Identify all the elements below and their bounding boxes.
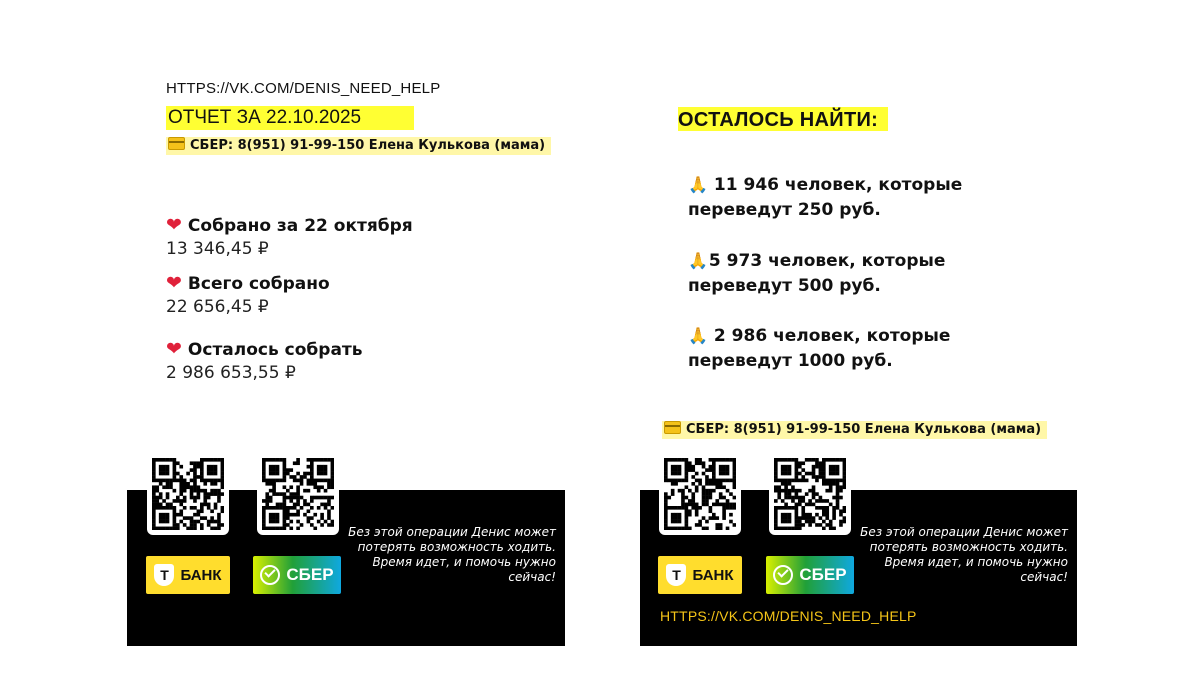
qr-code-tbank[interactable] bbox=[147, 453, 229, 535]
tbank-shield-icon: Т bbox=[154, 564, 174, 586]
sber-payment-line bbox=[166, 137, 551, 155]
remaining-title: ОСТАЛОСЬ НАЙТИ: bbox=[678, 107, 888, 131]
sber-logo[interactable] bbox=[766, 556, 854, 594]
group-url[interactable]: HTTPS://VK.COM/DENIS_NEED_HELP bbox=[166, 80, 441, 97]
stat-label: Всего собрано bbox=[187, 274, 330, 294]
stat-block-remaining bbox=[166, 338, 363, 383]
tbank-shield-icon: Т bbox=[666, 564, 686, 586]
need-line1: 2 986 человек, которые bbox=[713, 326, 951, 346]
need-line2: переведут 250 руб. bbox=[688, 200, 881, 220]
sber-label: СБЕР bbox=[799, 565, 847, 584]
stat-value: 13 346,45 ₽ bbox=[166, 239, 269, 259]
heart-icon: ❤ bbox=[166, 338, 182, 360]
tbank-label: БАНК bbox=[180, 566, 222, 584]
stat-label: Собрано за 22 октября bbox=[187, 216, 413, 236]
need-line1: 11 946 человек, которые bbox=[713, 175, 963, 195]
slogan-text: Без этой операции Денис может потерять возможность ходить. Время идет, и помочь нужно сейчас! bbox=[860, 525, 1068, 584]
need-line2: переведут 1000 руб. bbox=[688, 351, 893, 371]
sber-check-icon bbox=[260, 565, 280, 585]
slogan-text: Без этой операции Денис может потерять возможность ходить. Время идет, и помочь нужно сейчас! bbox=[348, 525, 556, 584]
heart-icon: ❤ bbox=[166, 214, 182, 236]
group-url[interactable]: HTTPS://VK.COM/DENIS_NEED_HELP bbox=[660, 608, 917, 624]
sber-payment-line bbox=[662, 421, 1047, 439]
praying-hands-icon: 🙏 bbox=[688, 251, 708, 270]
need-item-250 bbox=[688, 172, 962, 223]
sber-payment-text: СБЕР: 8(951) 91-99-150 Елена Кулькова (мама) bbox=[686, 422, 1042, 437]
stat-block-total bbox=[166, 272, 330, 317]
stat-block-day bbox=[166, 214, 413, 259]
qr-code-sber[interactable] bbox=[769, 453, 851, 535]
stat-value: 2 986 653,55 ₽ bbox=[166, 363, 296, 383]
tbank-label: БАНК bbox=[692, 566, 734, 584]
praying-hands-icon: 🙏 bbox=[688, 326, 708, 345]
heart-icon: ❤ bbox=[166, 272, 182, 294]
stat-value: 22 656,45 ₽ bbox=[166, 297, 269, 317]
tbank-logo[interactable] bbox=[658, 556, 742, 594]
sber-check-icon bbox=[773, 565, 793, 585]
need-line1: 5 973 человек, которые bbox=[708, 251, 946, 271]
sber-label: СБЕР bbox=[286, 565, 334, 584]
qr-code-tbank[interactable] bbox=[659, 453, 741, 535]
need-line2: переведут 500 руб. bbox=[688, 276, 881, 296]
sber-logo[interactable] bbox=[253, 556, 341, 594]
tbank-logo[interactable] bbox=[146, 556, 230, 594]
need-item-500 bbox=[688, 248, 945, 299]
credit-card-icon bbox=[168, 137, 185, 150]
report-title: ОТЧЕТ ЗА 22.10.2025 bbox=[166, 106, 414, 130]
stat-label: Осталось собрать bbox=[187, 340, 363, 360]
sber-payment-text: СБЕР: 8(951) 91-99-150 Елена Кулькова (мама) bbox=[190, 138, 546, 153]
qr-code-sber[interactable] bbox=[257, 453, 339, 535]
credit-card-icon bbox=[664, 421, 681, 434]
praying-hands-icon: 🙏 bbox=[688, 175, 708, 194]
need-item-1000 bbox=[688, 323, 950, 374]
